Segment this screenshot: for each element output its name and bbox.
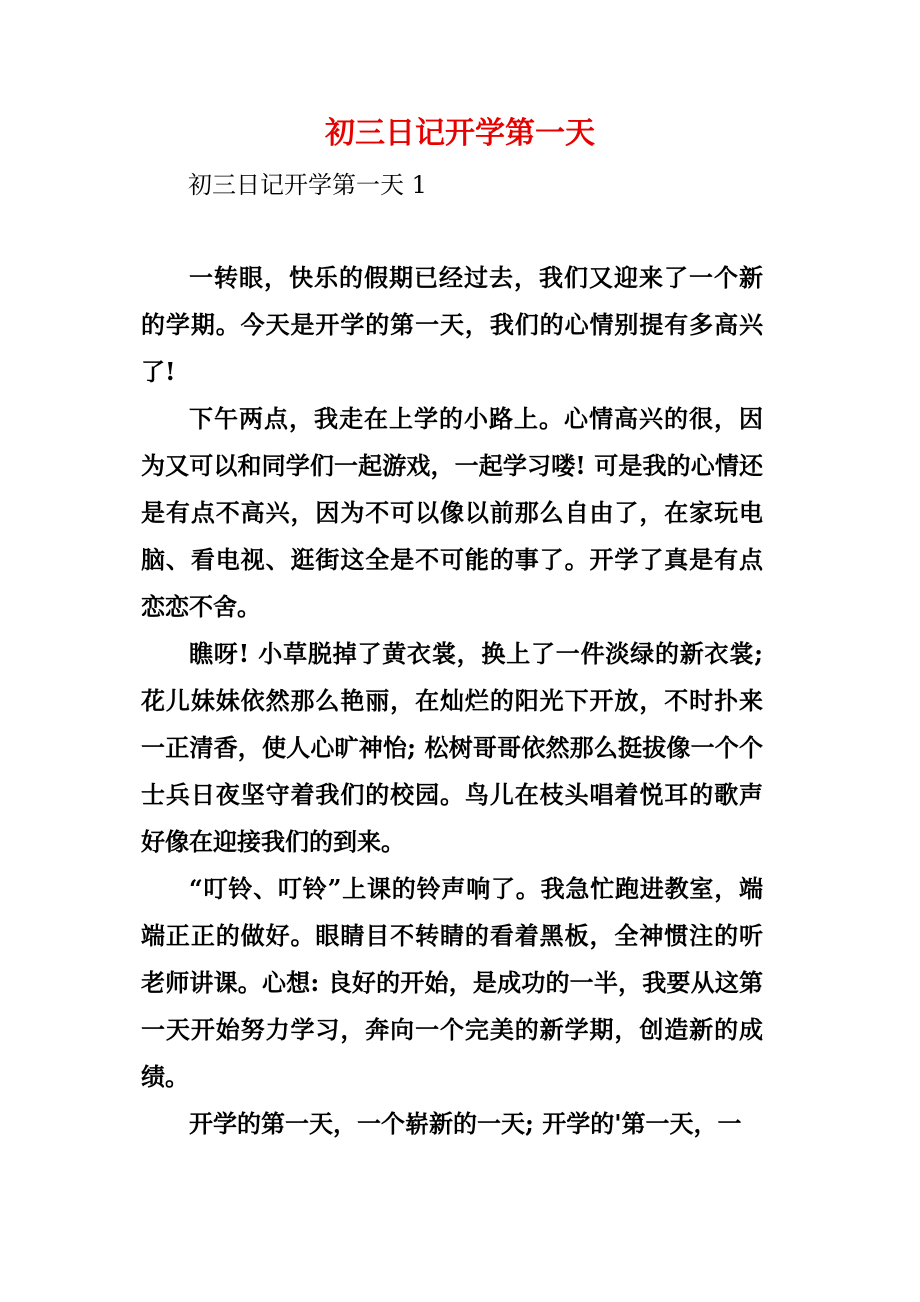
paragraph: 开学的第一天，一个崭新的一天; 开学的'第一天，一 [189, 1109, 742, 1138]
paragraph: “叮铃、叮铃”上课的铃声响了。我急忙跑进教室，端端正正的做好。眼睛目不转睛的看着黑板，全神惯注的听老师讲课。心想: 良好的开始，是成功的一半，我要从这第一天开始努力学习，奔向一个完美的新学期，创造新的成绩。 [141, 874, 763, 1091]
document-subtitle: 初三日记开学第一天 1 [188, 171, 427, 199]
paragraph: 瞧呀! 小草脱掉了黄衣裳，换上了一件淡绿的新衣裳;花儿妹妹依然那么艳丽，在灿烂的阳光下开放，不时扑来一正清香，使人心旷神怡; 松树哥哥依然那么挺拔像一个个士兵日夜坚守着我们的校园。鸟儿在枝头唱着悦耳的歌声好像在迎接我们的到来。 [141, 639, 763, 856]
paragraph: 一转眼，快乐的假期已经过去，我们又迎来了一个新的学期。今天是开学的第一天，我们的心情别提有多高兴了! [141, 263, 763, 386]
document-body [141, 254, 763, 1147]
document-title: 初三日记开学第一天 [325, 116, 595, 151]
paragraph: 下午两点，我走在上学的小路上。心情高兴的很，因为又可以和同学们一起游戏，一起学习喽! 可是我的心情还是有点不高兴，因为不可以像以前那么自由了，在家玩电脑、看电视、逛街这全是不可能的事了。开学了真是有点恋恋不舍。 [141, 404, 763, 621]
